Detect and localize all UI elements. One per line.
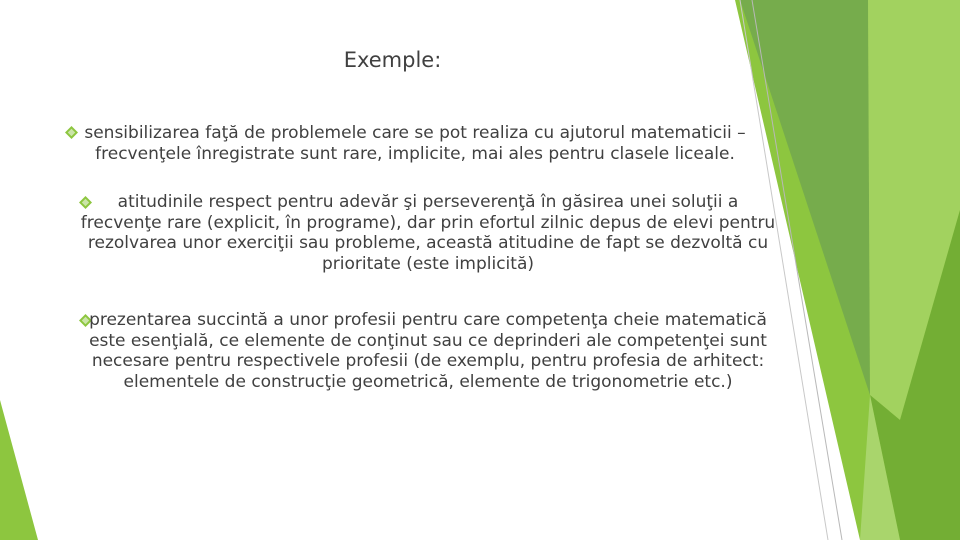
- bullet-text: atitudinile respect pentru adevăr şi perseverenţă în găsirea unei soluţii a frecvenţe rare (explicit, în programe), dar prin efortul zilnic depus de elevi pentru rezolvarea unor exerciţii sau probleme, această atitudine de fapt se dezvoltă cu prioritate (este implicită): [80, 192, 776, 274]
- bullet-item-1: [65, 123, 765, 164]
- bullet-text: sensibilizarea faţă de problemele care se pot realiza cu ajutorul matematicii – frecvenţele înregistrate sunt rare, implicite, mai ales pentru clasele liceale.: [84, 123, 746, 164]
- bullet-item-2: [78, 192, 778, 274]
- bullet-item-3: [78, 310, 778, 392]
- left-accent-shape: [0, 400, 38, 540]
- bullet-text: prezentarea succintă a unor profesii pentru care competenţa cheie matematică este esenţială, ce elemente de conţinut sau ce deprinderi ale competenţei sunt necesare pentru respectivele profesii (de exemplu, pentru profesia de arhitect: elementele de construcţie geometrică, elemente de trigonometrie etc.): [89, 310, 767, 392]
- slide-title: Exemple:: [343, 48, 442, 72]
